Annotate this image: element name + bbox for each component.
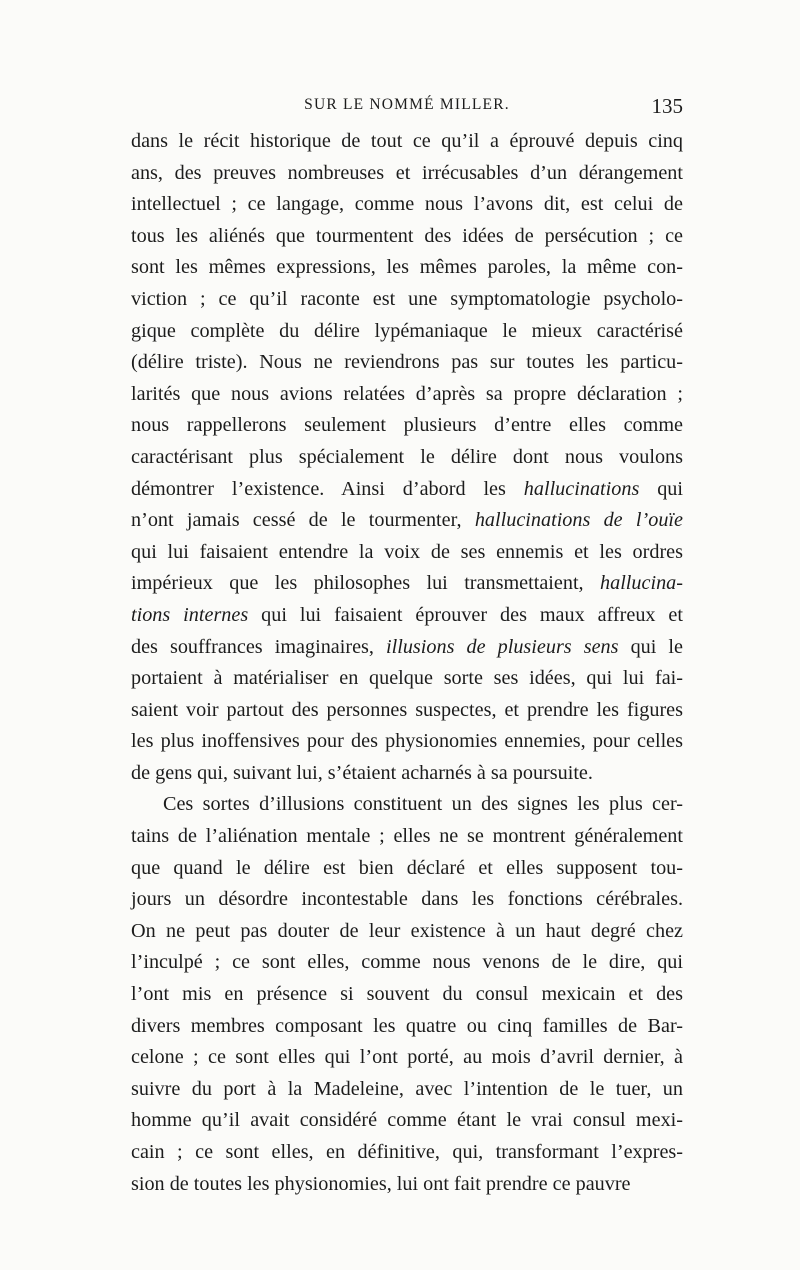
- text-line: [131, 284, 683, 316]
- text-run: qui lui faisaient éprouver des maux affreux et: [248, 603, 683, 626]
- text-line: [131, 1011, 683, 1043]
- text-run: saient voir partout des personnes suspectes, et prendre les figures: [131, 698, 683, 721]
- text-run: que quand le délire est bien déclaré et elles supposent tou-: [131, 856, 683, 879]
- text-line: [131, 189, 683, 221]
- text-run: impérieux que les philosophes lui transmettaient,: [131, 572, 601, 595]
- text-run: portaient à matérialiser en quelque sorte ses idées, qui lui fai-: [131, 667, 683, 690]
- text-run: (délire triste). Nous ne reviendrons pas sur toutes les particu-: [131, 351, 683, 374]
- text-run: suivre du port à la Madeleine, avec l’intention de le tuer, un: [131, 1077, 683, 1100]
- text-line: [131, 1074, 683, 1106]
- text-run: viction ; ce qu’il raconte est une symptomatologie psycholo-: [131, 287, 683, 310]
- text-line: [131, 884, 683, 916]
- text-run: tains de l’aliénation mentale ; elles ne se montrent généralement: [131, 825, 683, 848]
- text-line: [131, 505, 683, 537]
- text-run: qui le: [618, 635, 683, 658]
- text-run: démontrer l’existence. Ainsi d’abord les: [131, 477, 524, 500]
- text-run: Ces sortes d’illusions constituent un des signes les plus cer-: [163, 793, 683, 816]
- text-line: [131, 474, 683, 506]
- text-run: jours un désordre incontestable dans les fonctions cérébrales.: [131, 888, 683, 911]
- text-run: qui lui faisaient entendre la voix de ses ennemis et les ordres: [131, 540, 683, 563]
- text-run: gique complète du délire lypémaniaque le mieux caractérisé: [131, 319, 683, 342]
- text-run: des souffrances imaginaires,: [131, 635, 387, 658]
- text-line: [131, 758, 683, 790]
- text-line: [131, 1105, 683, 1137]
- text-line: [131, 410, 683, 442]
- text-line: [131, 537, 683, 569]
- text-run: ans, des preuves nombreuses et irrécusables d’un dérangement: [131, 161, 683, 184]
- body-text: [131, 126, 683, 1200]
- text-run: divers membres composant les quatre ou cinq familles de Bar-: [131, 1014, 683, 1037]
- text-line: [131, 821, 683, 853]
- italic-text: hallucina-: [600, 572, 683, 595]
- text-line: [131, 853, 683, 885]
- text-run: qui: [639, 477, 684, 500]
- text-line: [131, 126, 683, 158]
- text-line: [131, 158, 683, 190]
- text-line: [131, 916, 683, 948]
- text-run: cain ; ce sont elles, en définitive, qui, transformant l’expres-: [131, 1141, 683, 1163]
- text-run: sont les mêmes expressions, les mêmes paroles, la même con-: [131, 256, 683, 279]
- text-line: [131, 663, 683, 695]
- text-line: [131, 379, 683, 411]
- text-line: [131, 979, 683, 1011]
- text-run: nous rappellerons seulement plusieurs d’entre elles comme: [131, 414, 683, 437]
- text-run: tous les aliénés que tourmentent des idées de persécution ; ce: [131, 224, 683, 247]
- text-line: [131, 947, 683, 979]
- text-line: [131, 600, 683, 632]
- text-line: [131, 252, 683, 284]
- text-run: les plus inoffensives pour des physionomies ennemies, pour celles: [131, 730, 683, 753]
- text-run: intellectuel ; ce langage, comme nous l’avons dit, est celui de: [131, 193, 683, 216]
- text-line: [131, 568, 683, 600]
- text-run: l’inculpé ; ce sont elles, comme nous venons de le dire, qui: [131, 951, 683, 974]
- text-line: [131, 221, 683, 253]
- text-line: [131, 789, 683, 821]
- text-run: On ne peut pas douter de leur existence à un haut degré chez: [131, 919, 683, 942]
- text-run: sion de toutes les physionomies, lui ont fait prendre ce pauvre: [131, 1172, 631, 1195]
- text-line: [131, 1137, 683, 1169]
- text-line: [131, 1042, 683, 1074]
- text-run: de gens qui, suivant lui, s’étaient acharnés à sa poursuite.: [131, 761, 593, 784]
- text-line: [131, 442, 683, 474]
- text-run: caractérisant plus spécialement le délire dont nous voulons: [131, 445, 683, 468]
- italic-text: illusions de plusieurs sens: [386, 635, 619, 658]
- text-line: [131, 1169, 683, 1201]
- text-line: [131, 632, 683, 664]
- running-title: SUR LE NOMMÉ MILLER.: [304, 96, 510, 113]
- italic-text: hallucinations: [523, 477, 640, 500]
- text-line: [131, 695, 683, 727]
- text-run: n’ont jamais cessé de le tourmenter,: [131, 509, 475, 532]
- text-line: [131, 726, 683, 758]
- text-line: [131, 316, 683, 348]
- text-run: celone ; ce sont elles qui l’ont porté, au mois d’avril dernier, à: [131, 1046, 683, 1069]
- text-run: dans le récit historique de tout ce qu’il a éprouvé depuis cinq: [131, 130, 683, 152]
- italic-text: tions internes: [131, 603, 249, 626]
- text-run: larités que nous avions relatées d’après sa propre déclaration ;: [131, 382, 683, 405]
- text-run: homme qu’il avait considéré comme étant le vrai consul mexi-: [131, 1109, 683, 1132]
- text-line: [131, 347, 683, 379]
- text-run: l’ont mis en présence si souvent du consul mexicain et des: [131, 983, 683, 1006]
- page-number: 135: [651, 94, 683, 118]
- italic-text: hallucinations de l’ouïe: [474, 509, 683, 532]
- running-head: [131, 96, 683, 120]
